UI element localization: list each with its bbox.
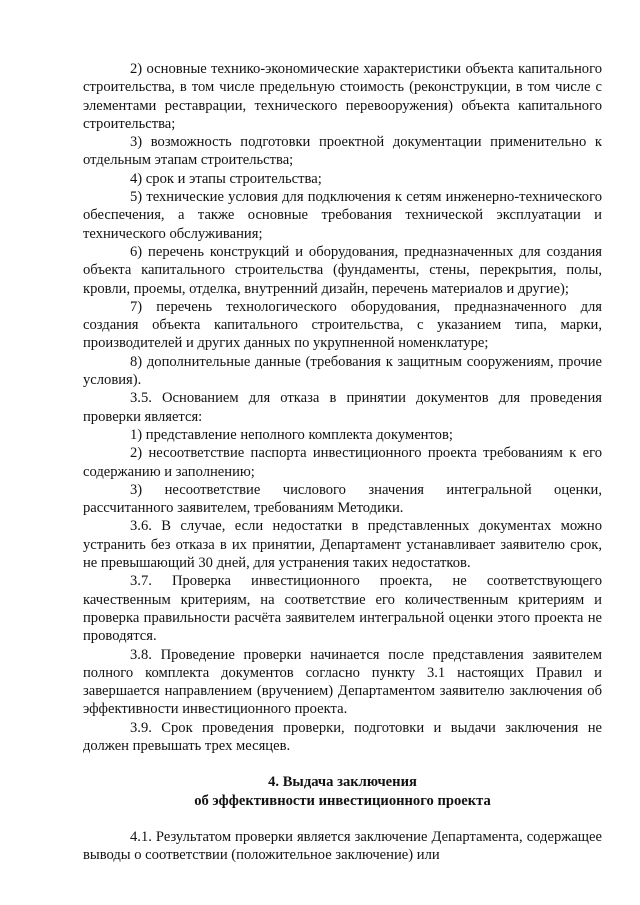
paragraph-item-5: 5) технические условия для подключения к сетям инженерно-технического обеспечения, а также основные требования технической эксплуатации и технического обслуживания; (83, 189, 602, 242)
paragraph-item-2: 2) основные технико-экономические характеристики объекта капитального строительства, в том числе предельную стоимость (реконструкции, в том числе с элементами реставрации, технического перевооружения) объекта капитального строительства; (83, 61, 602, 132)
paragraph-item-6: 6) перечень конструкций и оборудования, предназначенных для создания объекта капитального строительства (фундаменты, стены, перекрытия, полы, кровли, проемы, отделка, внутренний дизайн, перечень материалов и другие); (83, 243, 602, 297)
paragraph-item-7: 7) перечень технологического оборудования, предназначенного для создания объекта капитального строительства, с указанием типа, марки, производителей и других данных по укрупненной номенклатуре; (83, 298, 602, 352)
paragraph-3-5-item-1: 1) представление неполного комплекта документов; (130, 426, 453, 443)
paragraph-3-5: 3.5. Основанием для отказа в принятии документов для проведения проверки является: (83, 390, 602, 425)
section-heading-line-1: 4. Выдача заключения (268, 774, 417, 791)
paragraph-3-7: 3.7. Проверка инвестиционного проекта, не соответствующего качественным критериям, на соответствие его количественным критериям и проверка правильности расчёта заявителем интегральной оценки этого проекта не проводятся. (83, 573, 602, 645)
section-heading-line-2: об эффективности инвестиционного проекта (194, 792, 491, 809)
paragraph-item-4: 4) срок и этапы строительства; (130, 170, 322, 187)
paragraph-3-5-item-3: 3) несоответствие числового значения интегральной оценки, рассчитанного заявителем, требованиям Методики. (83, 481, 602, 517)
paragraph-4-1: 4.1. Результатом проверки является заключение Департамента, содержащее выводы о соответствии (положительное заключение) или (83, 828, 602, 864)
paragraph-item-3: 3) возможность подготовки проектной документации применительно к отдельным этапам строительства; (83, 134, 602, 169)
document-page (83, 60, 602, 864)
paragraph-3-9: 3.9. Срок проведения проверки, подготовки и выдачи заключения не должен превышать трех месяцев. (83, 719, 602, 754)
paragraph-item-8: 8) дополнительные данные (требования к защитным сооружениям, прочие условия). (83, 353, 602, 389)
section-heading (83, 773, 602, 810)
paragraph-3-6: 3.6. В случае, если недостатки в представленных документах можно устранить без отказа в их принятии, Департамент устанавливает заявителю срок, не превышающий 30 дней, для устранения таких недостатков. (83, 518, 602, 572)
paragraph-3-5-item-2: 2) несоответствие паспорта инвестиционного проекта требованиям к его содержанию и заполнению; (83, 445, 602, 480)
paragraph-3-8: 3.8. Проведение проверки начинается после представления заявителем полного комплекта документов согласно пункту 3.1 настоящих Правил и завершается направлением (вручением) Департаментом заявителю заключения об эффективности инвестиционного проекта. (83, 646, 602, 718)
